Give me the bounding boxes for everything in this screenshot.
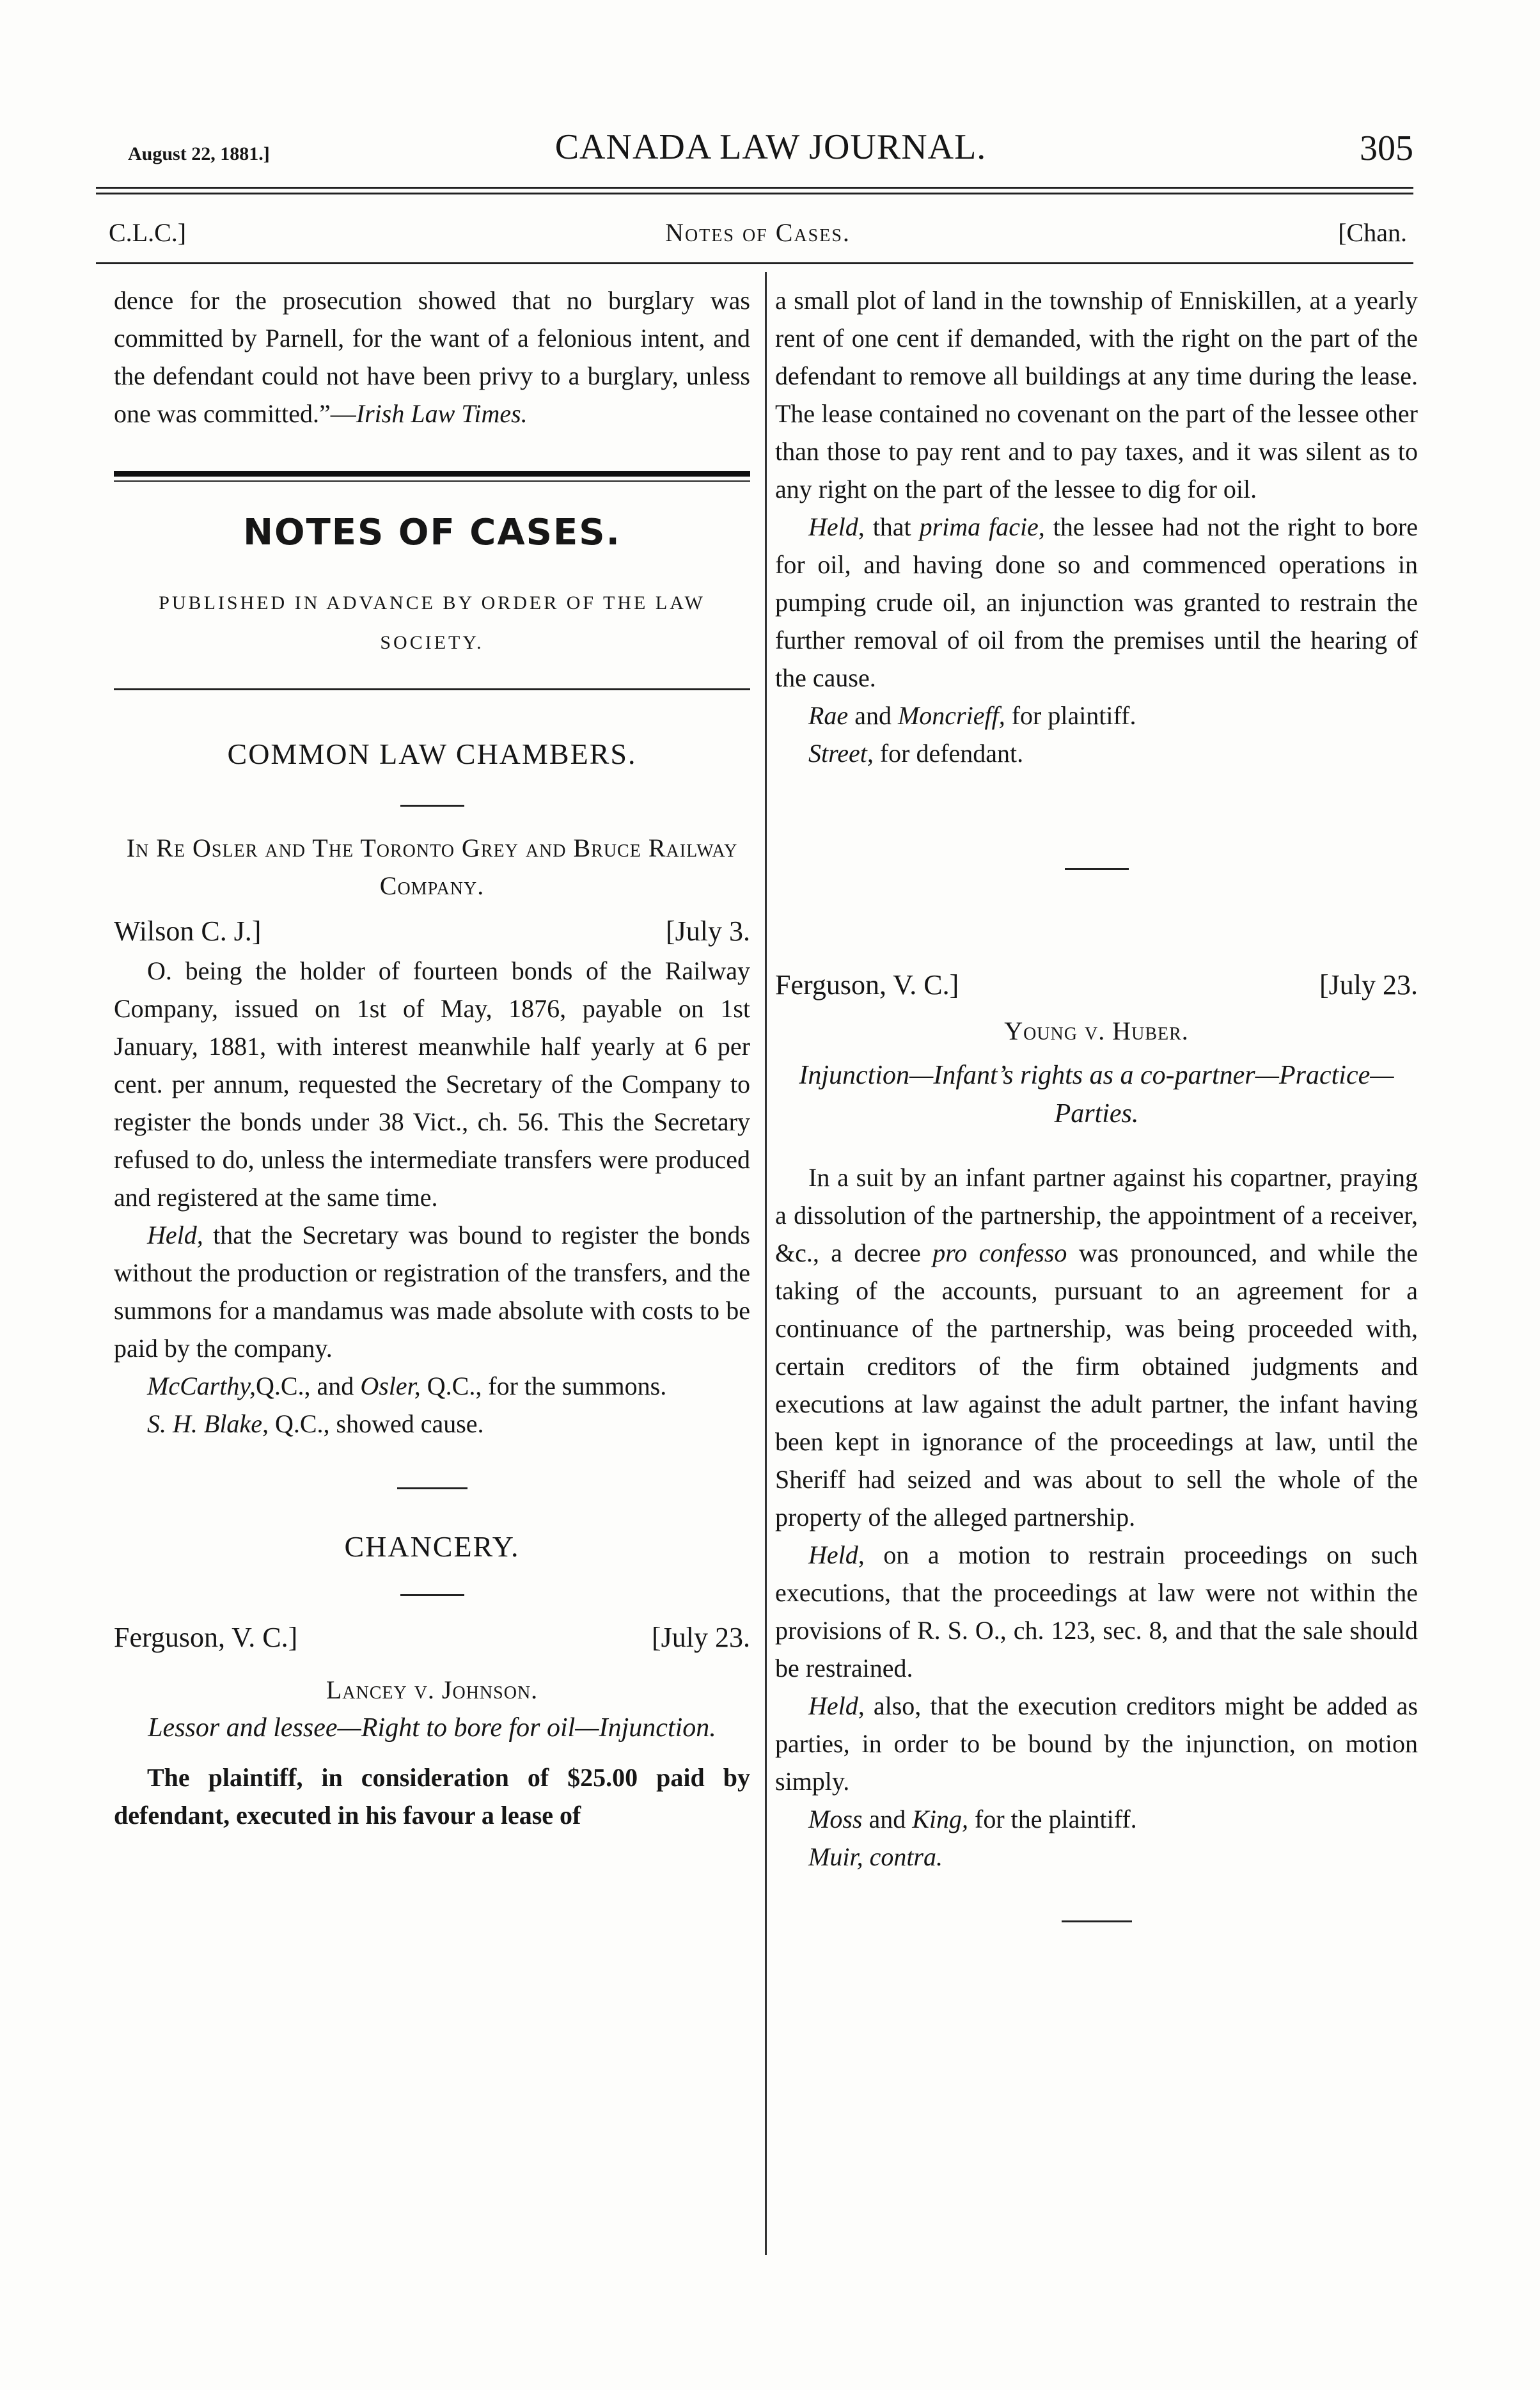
notes-of-cases-heading: NOTES OF CASES. bbox=[243, 512, 621, 553]
judge-name: Wilson C. J.] bbox=[114, 915, 262, 947]
held-paragraph bbox=[775, 1687, 1418, 1800]
counsel-line bbox=[775, 1800, 1418, 1838]
counsel-name: Street, bbox=[808, 739, 874, 768]
counsel-text: for defendant. bbox=[879, 739, 1024, 768]
judge-name: Ferguson, V. C.] bbox=[775, 969, 959, 1001]
thick-divider bbox=[114, 471, 750, 477]
headnote: Injunction—Infant’s rights as a co-partner—Practice—Parties. bbox=[799, 1061, 1394, 1128]
section-label: Notes of Cases. bbox=[665, 218, 851, 247]
case-date: [July 23. bbox=[1319, 969, 1418, 1001]
counsel-name: McCarthy, bbox=[147, 1372, 256, 1400]
right-tag: [Chan. bbox=[1338, 218, 1407, 247]
judge-line bbox=[775, 966, 1418, 1006]
short-divider bbox=[1062, 1920, 1132, 1922]
held-label: Held, bbox=[808, 512, 865, 541]
held-paragraph bbox=[114, 1216, 750, 1367]
case-date: [July 3. bbox=[666, 915, 750, 947]
counsel-line bbox=[775, 734, 1418, 772]
section-header bbox=[109, 218, 1407, 256]
held-paragraph bbox=[775, 508, 1418, 697]
counsel-text: for the plaintiff. bbox=[975, 1805, 1137, 1833]
notes-subtitle: PUBLISHED IN ADVANCE BY ORDER OF THE LAW SOCIETY. bbox=[159, 592, 705, 653]
right-column bbox=[775, 281, 1418, 1922]
held-text: that the Secretary was bound to register the bonds without the production or registration of the transfers, and the summons for a mandamus was made absolute with costs to be paid by the company. bbox=[114, 1221, 750, 1363]
judge-line bbox=[114, 912, 750, 952]
case-title-young: Young v. Huber. bbox=[1004, 1017, 1189, 1045]
left-column bbox=[114, 281, 750, 1834]
held-label: Held, bbox=[808, 1540, 865, 1569]
case-date: [July 23. bbox=[652, 1622, 750, 1653]
held-paragraph bbox=[775, 1536, 1418, 1687]
source-citation: Irish Law Times. bbox=[356, 399, 528, 428]
left-tag: C.L.C.] bbox=[109, 218, 187, 247]
running-header bbox=[128, 127, 1413, 178]
pro-confesso: pro confesso bbox=[932, 1239, 1067, 1267]
case-title-osler: In Re Osler and The Toronto Grey and Bruce Railway Company. bbox=[126, 834, 738, 900]
counsel-text: Q.C., showed cause. bbox=[274, 1409, 484, 1438]
continued-paragraph bbox=[114, 281, 750, 432]
column-divider bbox=[765, 272, 767, 2255]
judge-line bbox=[114, 1618, 750, 1658]
held-label: Held, bbox=[808, 1691, 865, 1720]
counsel-text: and bbox=[868, 1805, 906, 1833]
counsel-text: Q.C., for the summons. bbox=[427, 1372, 667, 1400]
held-text: on a motion to restrain proceedings on such executions, that the proceedings at law were not within the provisions of R. S. O., ch. 123, sec. 8, and that the sale should be restrained. bbox=[775, 1540, 1418, 1682]
subheader-rule bbox=[96, 262, 1413, 264]
counsel-text: and bbox=[854, 701, 892, 730]
counsel-text: Q.C., and bbox=[255, 1372, 354, 1400]
counsel-name: Moss bbox=[808, 1805, 863, 1833]
counsel-line bbox=[114, 1405, 750, 1443]
counsel-line: Muir, contra. bbox=[808, 1842, 943, 1871]
counsel-line bbox=[114, 1367, 750, 1405]
counsel-name: Osler, bbox=[360, 1372, 421, 1400]
continued-text: dence for the prosecution showed that no burglary was committed by Parnell, for the want of a felonious intent, and the defendant could not have been privy to a burglary, unless one was committed.”— bbox=[114, 286, 750, 428]
common-law-chambers-heading: COMMON LAW CHAMBERS. bbox=[227, 738, 637, 770]
header-double-rule bbox=[96, 187, 1413, 194]
continued-paragraph: a small plot of land in the township of Enniskillen, at a yearly rent of one cent if demanded, with the right on the part of the defendant to remove all buildings at any time during the lease. The lease contained no covenant on the part of the lessee other than those to pay rent and to pay taxes, and it was silent as to any right on the part of the lessee to dig for oil. bbox=[775, 286, 1418, 503]
held-text: the lessee had not the right to bore for oil, and having done so and commenced operations in pumping crude oil, an injunction was granted to restrain the further removal of oil from the premises until the hearing of the cause. bbox=[775, 512, 1418, 692]
case-text: In a suit by an infant partner against his copartner, praying a dissolution of the partnership, the appointment of a receiver, &c., a decree bbox=[775, 1163, 1418, 1267]
counsel-name: S. H. Blake, bbox=[147, 1409, 269, 1438]
counsel-name: Rae bbox=[808, 701, 849, 730]
counsel-text: for plaintiff. bbox=[1011, 701, 1136, 730]
issue-date: August 22, 1881.] bbox=[128, 143, 270, 164]
journal-title: CANADA LAW JOURNAL. bbox=[554, 127, 987, 167]
judge-name: Ferguson, V. C.] bbox=[114, 1622, 298, 1653]
counsel-name: Moncrieff, bbox=[897, 701, 1005, 730]
case-body: O. being the holder of fourteen bonds of the Railway Company, issued on 1st of May, 1876, payable on 1st January, 1881, with interest meanwhile half yearly at 6 per cent. per annum, requested the Secretary of the Company to register the bonds under 38 Vict., ch. 56. This the Secretary refused to do, unless the intermediate transfers were produced and registered at the same time. bbox=[114, 956, 750, 1212]
case-body bbox=[775, 1159, 1418, 1536]
headnote: Lessor and lessee—Right to bore for oil—Injunction. bbox=[148, 1713, 716, 1743]
held-text: that bbox=[872, 512, 911, 541]
held-text: also, that the execution creditors might be added as parties, in order to be bound by the injunction, on motion simply. bbox=[775, 1691, 1418, 1796]
page-number: 305 bbox=[1360, 129, 1413, 168]
chancery-heading: CHANCERY. bbox=[344, 1530, 520, 1563]
counsel-name: King, bbox=[912, 1805, 969, 1833]
case-body: The plaintiff, in consideration of $25.00 paid by defendant, executed in his favour a lease of bbox=[114, 1763, 750, 1830]
held-label: Held, bbox=[147, 1221, 203, 1249]
case-title-lancey: Lancey v. Johnson. bbox=[326, 1675, 538, 1704]
case-text: was pronounced, and while the taking of the accounts, pursuant to an agreement for a continuance of the partnership, was being proceeded with, certain creditors of the firm obtained judgments and executions at law against the adult partner, the infant having been kept in ignorance of the proceedings at law, until the Sheriff had seized and was about to sell the whole of the property of the alleged partnership. bbox=[775, 1239, 1418, 1531]
counsel-line bbox=[775, 697, 1418, 734]
prima-facie: prima facie, bbox=[919, 512, 1045, 541]
